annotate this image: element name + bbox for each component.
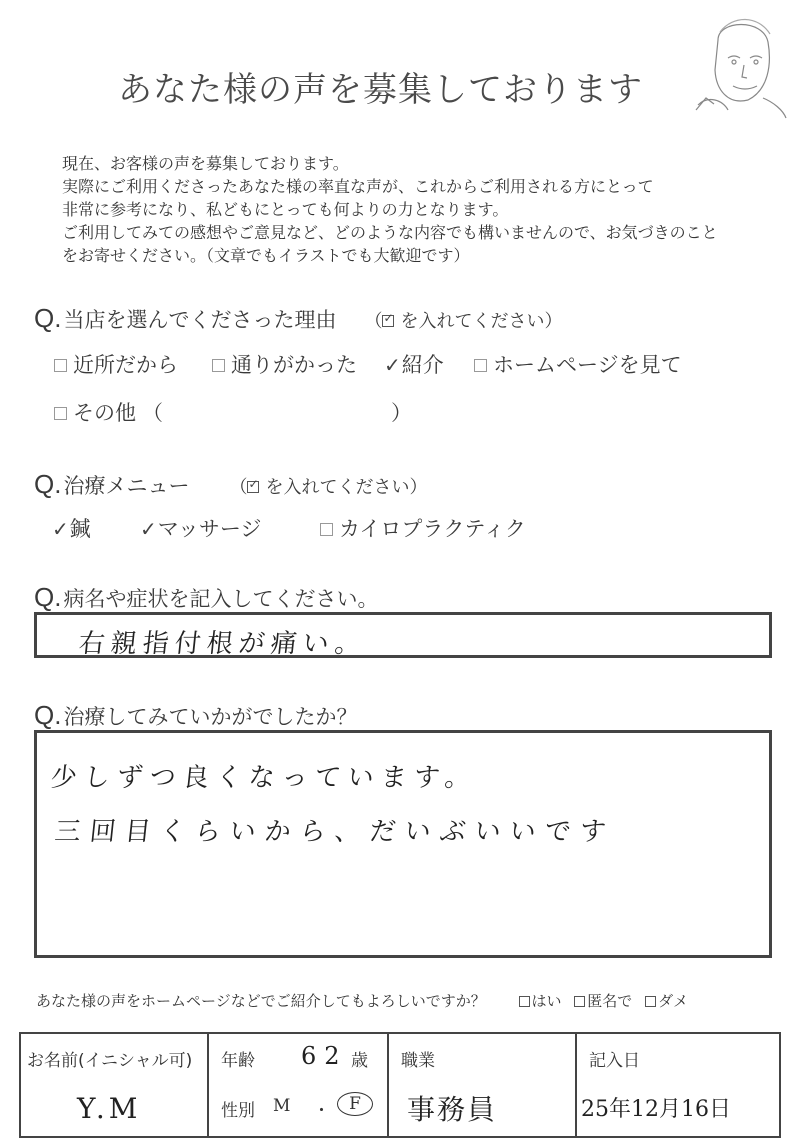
- symptoms-answer: 右親指付根が痛い。: [77, 629, 369, 659]
- consent-option-yes[interactable]: はい: [519, 992, 562, 1010]
- gender-label: 性別: [221, 1101, 255, 1121]
- question-text: 病名や症状を記入してください。: [63, 587, 379, 611]
- checkbox[interactable]: [212, 359, 225, 372]
- checkbox[interactable]: [574, 996, 585, 1007]
- option-massage[interactable]: ✓マッサージ: [140, 517, 262, 541]
- question-mark: Q.: [34, 700, 62, 730]
- gender-option-female[interactable]: F: [337, 1092, 373, 1116]
- option-nearby[interactable]: 近所だから: [54, 349, 178, 379]
- consent-option-anonymous[interactable]: 匿名で: [574, 992, 632, 1010]
- age-gender-cell[interactable]: [208, 1033, 388, 1137]
- checkbox[interactable]: [320, 523, 333, 536]
- option-homepage[interactable]: ホームページを見て: [474, 349, 682, 379]
- question-text: 治療してみていかがでしたか？: [63, 705, 358, 729]
- question-hint: （✓ を入れてください）: [229, 477, 427, 498]
- name-value: Y.M: [77, 1092, 142, 1125]
- impression-answer-line: 三回目くらいから、だいぶいいです: [53, 817, 617, 847]
- question-text: 当店を選んでくださった理由: [63, 308, 337, 332]
- question-menu: [34, 469, 427, 500]
- job-cell[interactable]: [388, 1033, 576, 1137]
- checkmark-icon: ✓: [52, 517, 69, 541]
- name-label: お名前(イニシャル可): [27, 1051, 193, 1071]
- option-passing-by[interactable]: 通りがかった: [212, 349, 357, 379]
- symptoms-answer-box[interactable]: [34, 612, 772, 658]
- question-impression: [34, 700, 357, 731]
- question-hint: （✓ を入れてください）: [364, 311, 562, 332]
- question-mark: Q.: [34, 582, 62, 612]
- gender-separator: ・: [313, 1101, 330, 1121]
- date-cell[interactable]: [576, 1033, 780, 1137]
- option-other[interactable]: その他 （ ）: [54, 397, 412, 427]
- option-chiropractic[interactable]: カイロプラクティク: [320, 513, 526, 543]
- date-value: 25年12月16日: [581, 1097, 731, 1122]
- checkbox[interactable]: [474, 359, 487, 372]
- intro-line: 実際にご利用くださったあなた様の率直な声が、これからご利用される方にとって: [62, 177, 654, 196]
- gender-option-male[interactable]: M: [273, 1096, 291, 1116]
- intro-line: をお寄せください。（文章でもイラストでも大歓迎です）: [62, 246, 470, 265]
- checkmark-icon: ✓: [384, 353, 401, 377]
- checkbox-sample-icon: [247, 481, 259, 493]
- checkbox[interactable]: [54, 359, 67, 372]
- option-referral[interactable]: ✓紹介: [384, 353, 444, 377]
- age-unit: 歳: [351, 1051, 368, 1071]
- checkbox-sample-icon: [382, 315, 394, 327]
- intro-line: 現在、お客様の声を募集しております。: [62, 154, 349, 173]
- option-acupuncture[interactable]: ✓鍼: [52, 517, 91, 541]
- date-label: 記入日: [589, 1051, 640, 1071]
- question-text: 治療メニュー: [63, 474, 190, 498]
- intro-text: [62, 152, 718, 267]
- age-label: 年齢: [221, 1051, 255, 1071]
- checkbox[interactable]: [519, 996, 530, 1007]
- checkbox[interactable]: [645, 996, 656, 1007]
- portrait-illustration-icon: [688, 10, 788, 120]
- question-reason: [34, 303, 562, 334]
- name-cell[interactable]: [20, 1033, 208, 1137]
- question-symptoms: [34, 582, 378, 613]
- consent-option-no[interactable]: ダメ: [645, 992, 688, 1010]
- consent-options: [511, 992, 689, 1010]
- page-title: あなた様の声を募集しております: [118, 70, 643, 110]
- job-value: 事務員: [407, 1093, 498, 1126]
- respondent-info-table: [19, 1032, 781, 1138]
- impression-answer-box[interactable]: [34, 730, 772, 958]
- age-value: 62: [301, 1042, 348, 1070]
- question-mark: Q.: [34, 469, 62, 499]
- intro-line: ご利用してみての感想やご意見など、どのような内容でも構いませんので、お気づきのこと: [62, 223, 718, 242]
- job-label: 職業: [401, 1051, 435, 1071]
- checkmark-icon: ✓: [140, 517, 157, 541]
- publish-consent: [36, 990, 688, 1011]
- consent-question: あなた様の声をホームページなどでご紹介してもよろしいですか？: [36, 992, 486, 1010]
- impression-answer-line: 少しずつ良くなっています。: [49, 763, 480, 793]
- intro-line: 非常に参考になり、私どもにとっても何よりの力となります。: [62, 200, 509, 219]
- checkbox[interactable]: [54, 407, 67, 420]
- question-mark: Q.: [34, 303, 62, 333]
